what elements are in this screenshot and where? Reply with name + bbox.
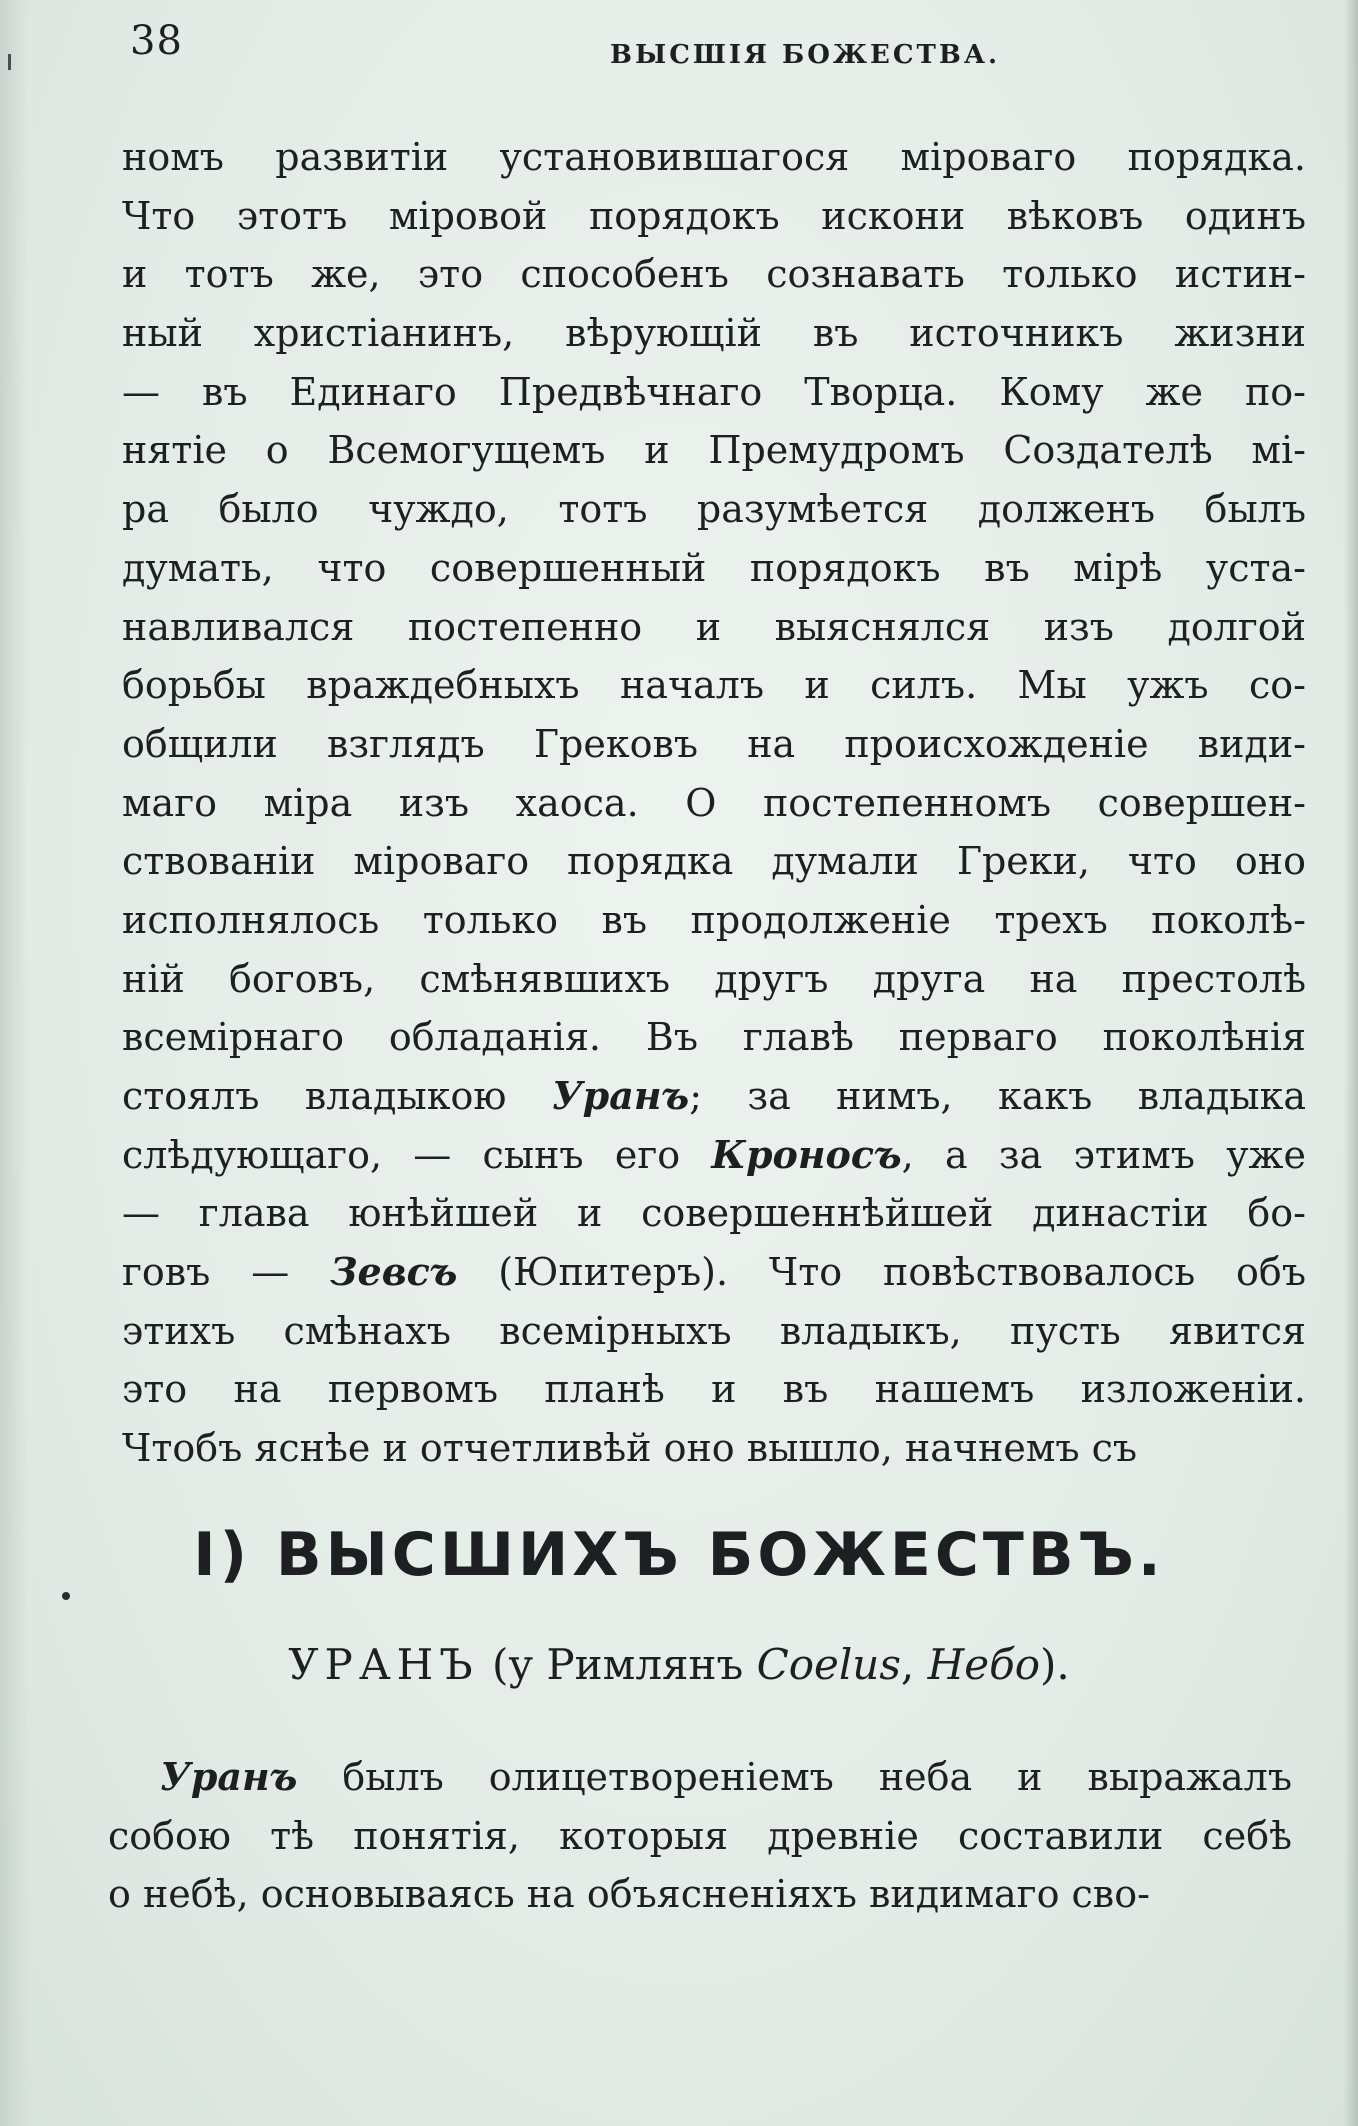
name-uran: Уранъ (160, 1754, 298, 1799)
text-fragment: , (900, 1640, 928, 1689)
text-fragment: слѣдующаго, — сынъ его (122, 1132, 712, 1177)
russian-name: Небо (927, 1640, 1041, 1689)
running-head: ВЫСШІЯ БОЖЕСТВА. (610, 40, 1001, 70)
text-line: маго міра изъ хаоса. О постепенномъ совершен- (122, 780, 1306, 825)
spine-shadow (0, 0, 28, 2126)
text-fragment: (у Римлянъ (478, 1640, 757, 1689)
section-heading: I) ВЫСШИХЪ БОЖЕСТВЪ. (193, 1520, 1165, 1590)
text-fragment: , а за этимъ уже (901, 1132, 1306, 1177)
text-line-zeus (122, 1243, 1306, 1302)
text-line: ній боговъ, смѣнявшихъ другъ друга на престолѣ (122, 956, 1306, 1001)
page-number: 38 (130, 18, 183, 64)
name-zeus: Зевсъ (330, 1249, 458, 1295)
text-line: ствованіи міроваго порядка думали Греки, что оно (122, 839, 1306, 884)
text-fragment: ; за нимъ, какъ владыка (689, 1074, 1306, 1118)
text-line: ный христіанинъ, вѣрующій въ источникъ жизни (122, 311, 1306, 356)
text-line: собою тѣ понятія, которыя древніе составили себѣ (108, 1813, 1292, 1858)
text-line: общили взглядъ Грековъ на происхожденіе види- (122, 721, 1306, 766)
body-text-2 (108, 1748, 1292, 1924)
text-line: о небѣ, основываясь на объясненіяхъ видимаго сво- (108, 1872, 1150, 1917)
text-line: думать, что совершенный порядокъ въ мірѣ уста- (122, 545, 1306, 590)
text-line: всемірнаго обладанія. Въ главѣ перваго поколѣнія (122, 1015, 1306, 1060)
text-line-uran (122, 1067, 1306, 1126)
text-fragment: стоялъ владыкою (122, 1074, 552, 1118)
text-line: нятіе о Всемогущемъ и Премудромъ Создателѣ мі- (122, 428, 1306, 473)
text-line: это на первомъ планѣ и въ нашемъ изложеніи. (122, 1367, 1306, 1412)
name-uran: Уранъ (551, 1073, 690, 1118)
text-fragment: былъ олицетвореніемъ неба и выражалъ (297, 1755, 1292, 1799)
subheading-name: УРАНЪ (288, 1640, 479, 1689)
latin-name: Coelus (756, 1640, 901, 1689)
printer-mark (62, 1592, 70, 1600)
text-fragment: ). (1040, 1640, 1070, 1689)
text-fragment: (Юпитеръ). Что повѣствовалось объ (457, 1250, 1306, 1295)
text-line: и тотъ же, это способенъ сознавать только истин- (122, 252, 1306, 297)
text-line: Чтобъ яснѣе и отчетливѣй оно вышло, начнемъ съ (122, 1426, 1138, 1471)
text-line-first (108, 1748, 1292, 1807)
text-line: Что этотъ міровой порядокъ искони вѣковъ одинъ (122, 193, 1306, 238)
text-line: ра было чуждо, тотъ разумѣется долженъ былъ (122, 487, 1306, 532)
text-line: борьбы враждебныхъ началъ и силъ. Мы ужъ со- (122, 663, 1306, 708)
text-line: этихъ смѣнахъ всемірныхъ владыкъ, пусть явится (122, 1308, 1306, 1353)
text-line: — въ Единаго Предвѣчнаго Творца. Кому же по- (122, 369, 1306, 414)
text-line: номъ развитіи установившагося міроваго порядка. (122, 135, 1306, 179)
text-line-kronos (122, 1126, 1306, 1185)
text-fragment: говъ — (122, 1250, 331, 1295)
page-edge (1344, 0, 1358, 2126)
text-line: исполнялось только въ продолженіе трехъ поколѣ- (122, 897, 1306, 942)
subheading (0, 1640, 1358, 1689)
name-kronos: Кроносъ (711, 1131, 902, 1177)
text-line: — глава юнѣйшей и совершеннѣйшей династіи бо- (122, 1191, 1306, 1236)
body-text (122, 128, 1306, 1478)
margin-mark (8, 54, 11, 70)
text-line: навливался постепенно и выяснялся изъ долгой (122, 604, 1306, 649)
